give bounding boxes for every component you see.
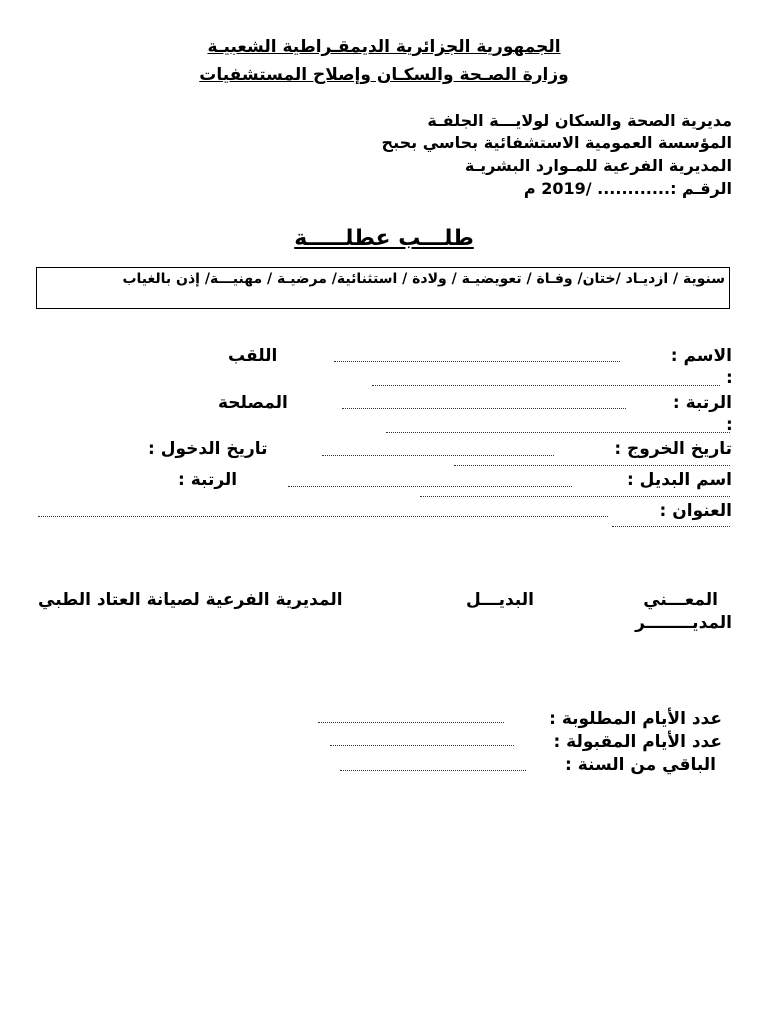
leave-types-box: سنوية / ازديـاد /ختان/ وفـاة / تعويضيـة / ولادة / استثنائية/ مرضيـة / مهنيـــة/ إذن بالغياب: [36, 267, 730, 309]
name-field[interactable]: [334, 361, 620, 362]
requested-days-label: عدد الأيام المطلوبة :: [549, 709, 722, 729]
exit-date-label: تاريخ الخروج :: [614, 439, 732, 459]
country-header: الجمهورية الجزائرية الديمقـراطية الشعبيـة: [207, 37, 561, 57]
subdirectorate-signature: المديرية الفرعية لصيانة العتاد الطبي: [38, 590, 343, 610]
remaining-days-label: الباقي من السنة :: [565, 755, 716, 775]
substitute-field[interactable]: [288, 486, 572, 487]
name-label: الاسم :: [670, 346, 732, 366]
ministry-header: وزارة الصـحة والسكـان وإصلاح المستشفيات: [199, 65, 569, 85]
director-signature: المديــــــــر: [635, 613, 732, 633]
service-field[interactable]: [386, 432, 730, 433]
directorate-name: مديرية الصحة والسكان لولايـــة الجلفـة: [427, 111, 732, 130]
address-field[interactable]: [38, 516, 608, 517]
substitute-signature: البديـــل: [466, 590, 534, 610]
service-label: المصلحة: [218, 393, 288, 413]
concerned-signature: المعـــني: [643, 590, 718, 610]
remaining-days-field[interactable]: [340, 770, 526, 771]
rank-field[interactable]: [342, 408, 626, 409]
substitute-rank-field[interactable]: [420, 496, 730, 497]
accepted-days-label: عدد الأيام المقبولة :: [553, 732, 722, 752]
subdirectorate-name: المديرية الفرعية للمـوارد البشريـة: [464, 156, 732, 175]
substitute-label: اسم البديل :: [626, 470, 732, 490]
form-title: طلـــب عطلـــــة: [294, 226, 474, 251]
substitute-rank-label: الرتبة :: [178, 470, 238, 490]
reference-number: الرقـم :............ /2019 م: [523, 179, 732, 198]
surname-field[interactable]: [372, 385, 720, 386]
institution-name: المؤسسة العمومية الاستشفائية بحاسي بحبح: [381, 133, 732, 152]
rank-label: الرتبة :: [672, 393, 732, 413]
entry-date-label: تاريخ الدخول :: [148, 439, 268, 459]
requested-days-field[interactable]: [318, 722, 504, 723]
address-label: العنوان :: [659, 501, 732, 521]
address-field-cont[interactable]: [612, 526, 730, 527]
exit-date-field[interactable]: [322, 455, 554, 456]
accepted-days-field[interactable]: [330, 745, 514, 746]
entry-date-field[interactable]: [454, 465, 730, 466]
service-colon: :: [726, 415, 733, 435]
surname-label: اللقب: [228, 346, 278, 366]
surname-colon: :: [726, 368, 733, 388]
